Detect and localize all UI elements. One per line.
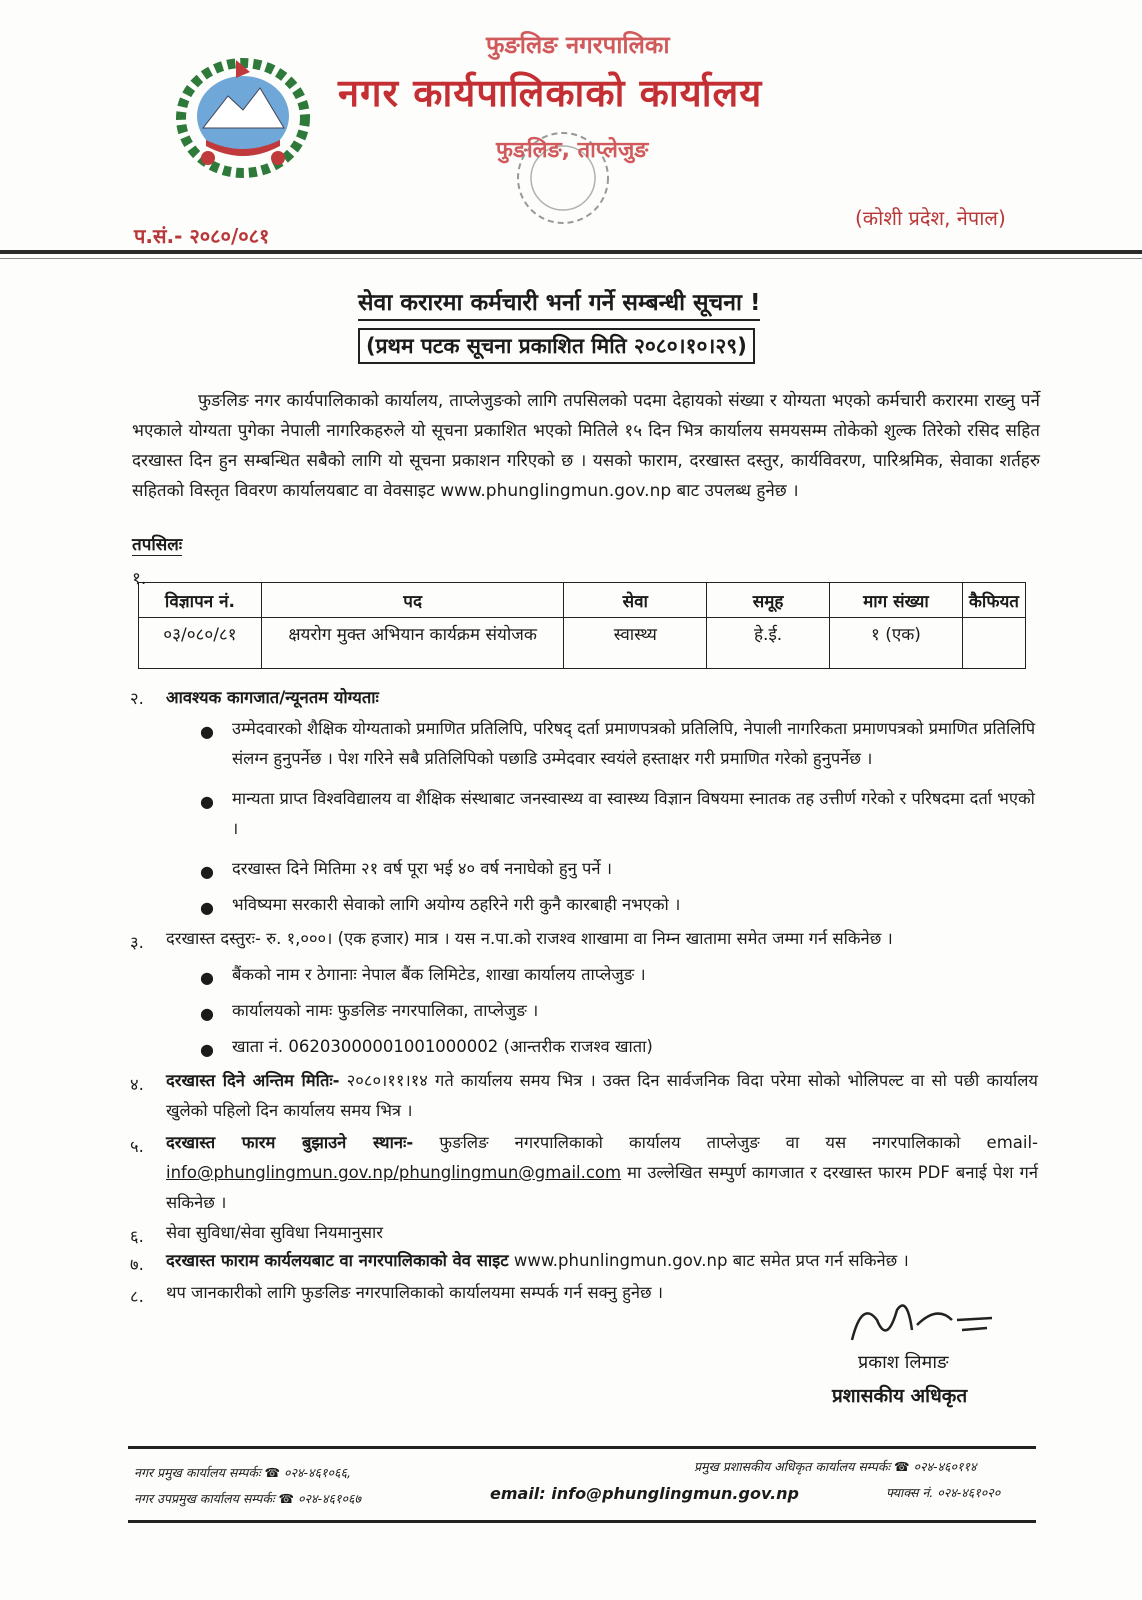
table-cell: क्षयरोग मुक्त अभियान कार्यक्रम संयोजक (261, 618, 563, 669)
section-8-text: थप जानकारीको लागि फुङलिङ नगरपालिकाको कार्यालयमा सम्पर्क गर्न सक्नु हुनेछ । (166, 1283, 664, 1302)
table-cell (962, 618, 1025, 669)
section-4-number: ४. (130, 1075, 144, 1094)
section-5-label: दरखास्त फारम बुझाउने स्थानः- (166, 1133, 414, 1152)
bullet-icon: ● (200, 1004, 214, 1023)
section-3-number: ३. (130, 933, 144, 952)
col-header: समूह (707, 583, 830, 618)
footer-divider-bottom (128, 1520, 1036, 1523)
col-header: विज्ञापन नं. (139, 583, 262, 618)
section-7-text (166, 1246, 1038, 1276)
bank-item: खाता नं. 06203000001001000002 (आन्तरीक राजश्व खाता) (232, 1037, 653, 1056)
notice-subtitle: (प्रथम पटक सूचना प्रकाशित मिति २०८०।१०।२९) (358, 328, 755, 364)
signatory-designation: प्रशासकीय अधिकृत (832, 1385, 968, 1407)
table-header-row (139, 583, 1026, 618)
header-divider (0, 250, 1142, 254)
municipality-name: फुङलिङ नगरपालिका (486, 31, 670, 59)
bullet-icon: ● (200, 968, 214, 987)
bullet-icon: ● (200, 722, 214, 741)
section-6-number: ६. (130, 1227, 144, 1246)
office-location: फुङलिङ, ताप्लेजुङ (496, 138, 649, 163)
section-3-text: दरखास्त दस्तुरः- रु. १,०००। (एक हजार) मात्र । यस न.पा.को राजश्व शाखामा वा निम्न खातामा समेत जम्मा गर्न सकिनेछ । (166, 929, 893, 948)
section-4-label: दरखास्त दिने अन्तिम मितिः- (166, 1071, 340, 1090)
footer-deputy-contact: नगर उपप्रमुख कार्यालय सम्पर्कः ☎ ०२४-४६१०६७ (134, 1491, 362, 1506)
section-7-label: दरखास्त फाराम कार्यलयबाट वा नगरपालिकाको वेव साइट (166, 1251, 509, 1270)
col-header: पद (261, 583, 563, 618)
bullet-icon: ● (200, 1040, 214, 1059)
notice-title: सेवा करारमा कर्मचारी भर्ना गर्ने सम्बन्धी सूचना ! (358, 285, 760, 321)
bullet-icon: ● (200, 792, 214, 811)
office-name: नगर कार्यपालिकाको कार्यालय (338, 71, 763, 115)
col-header: सेवा (564, 583, 707, 618)
footer-email[interactable]: email: info@phunglingmun.gov.np (490, 1484, 799, 1503)
table-cell: स्वास्थ्य (564, 618, 707, 669)
footer-cao-contact: प्रमुख प्रशासकीय अधिकृत कार्यालय सम्पर्कः ☎ ०२४-४६०११४ (694, 1459, 977, 1474)
section-7-body: www.phunlingmun.gov.np बाट समेत प्रप्त गर्न सकिनेछ । (508, 1251, 909, 1270)
section-5-text (166, 1128, 1038, 1218)
bank-item: कार्यालयको नामः फुङलिङ नगरपालिका, ताप्लेजुङ । (232, 1001, 539, 1020)
section-2-number: २. (130, 689, 144, 708)
intro-paragraph: फुङलिङ नगर कार्यपालिकाको कार्यालय, ताप्लेजुङको लागि तपसिलको पदमा देहायको संख्या र योग्यता भएको कर्मचारी करारमा राख्नु पर्ने भएकाले योग्यता पुगेका नेपाली नागरिकहरुले यो सूचना प्रकाशित भएको मितिले १५ दिन भित्र कार्यालय समयसम्म तोकेको शुल्क तिरेको रसिद सहित दरखास्त दिन हुन सम्बन्धित सबैको लागि यो सूचना प्रकाशन गरिएको छ । यसको फाराम, दरखास्त दस्तुर, कार्यविवरण, पारिश्रमिक, सेवाका शर्तहरु सहितको विस्तृत विवरण कार्यालयबाट वा वेवसाइट www.phunglingmun.gov.np बाट उपलब्ध हुनेछ । (132, 391, 1040, 501)
footer-divider-top (128, 1446, 1036, 1449)
col-header: माग संख्या (830, 583, 963, 618)
section-5-body-a: फुङलिङ नगरपालिकाको कार्यालय ताप्लेजुङ वा यस नगरपालिकाको email- (413, 1133, 1038, 1152)
section-4-body: २०८०।११।१४ गते कार्यालय समय भित्र । उक्त दिन सार्वजनिक विदा परेमा सोको भोलिपल्ट वा सो पछी कार्यालय खुलेको पहिलो दिन कार्यालय समय भित्र । (166, 1071, 1039, 1120)
tapasil-heading: तपसिलः (132, 532, 182, 556)
requirement-item: भविष्यमा सरकारी सेवाको लागि अयोग्य ठहरिने गरी कुनै कारबाही नभएको । (232, 895, 681, 914)
bullet-icon: ● (200, 862, 214, 881)
section-7-number: ७. (130, 1255, 144, 1274)
email-link[interactable]: info@phunglingmun.gov.np/phunglingmun@gmail.com (166, 1163, 622, 1182)
requirement-item: उम्मेदवारको शैक्षिक योग्यताको प्रमाणित प्रतिलिपि, परिषद् दर्ता प्रमाणपत्रको प्रतिलिपि, नेपाली नागरिकता प्रमाणपत्रको प्रमाणित प्रतिलिपि संलग्न हुनुपर्नेछ । पेश गरिने सबै प्रतिलिपिको पछाडि उम्मेदवार स्वयंले हस्ताक्षर गरी प्रमाणित गरेको हुनुपर्नेछ । (232, 719, 1036, 768)
section-5-body-b: मा उल्लेखित सम्पुर्ण कागजात र दरखास्त फारम PDF बनाई पेश गर्न सकिनेछ । (166, 1163, 1038, 1212)
signatory-name: प्रकाश लिमाङ (858, 1352, 949, 1373)
section-6-text: सेवा सुविधा/सेवा सुविधा नियमानुसार (166, 1223, 384, 1242)
province-label: (कोशी प्रदेश, नेपाल) (855, 206, 1006, 230)
section-4-text (166, 1066, 1038, 1126)
requirement-item: दरखास्त दिने मितिमा २१ वर्ष पूरा भई ४० वर्ष ननाघेको हुनु पर्ने । (232, 859, 613, 878)
footer-fax: फ्याक्स नं. ०२४-४६१०२० (886, 1485, 1001, 1500)
nepal-emblem-icon (168, 48, 318, 178)
section-8-number: ८. (130, 1287, 144, 1306)
table-row (139, 618, 1026, 669)
table-cell: हे.ई. (707, 618, 830, 669)
section-5-number: ५. (130, 1137, 144, 1156)
bank-item: बैंकको नाम र ठेगानाः नेपाल बैंक लिमिटेड, शाखा कार्यालय ताप्लेजुङ । (232, 965, 646, 984)
table-cell: ०३/०८०/८१ (139, 618, 262, 669)
requirement-item: मान्यता प्राप्त विश्वविद्यालय वा शैक्षिक संस्थाबाट जनस्वास्थ्य वा स्वास्थ्य विज्ञान विषयमा स्नातक तह उत्तीर्ण गरेको र परिषदमा दर्ता भएको । (232, 789, 1035, 838)
vacancy-table (138, 582, 1026, 669)
bullet-icon: ● (200, 898, 214, 917)
col-header: कैफियत (962, 583, 1025, 618)
header-divider-thin (0, 258, 1142, 259)
item-number-1: १. (132, 569, 147, 589)
section-2-title: आवश्यक कागजात/न्यूनतम योग्यताः (166, 688, 379, 707)
footer-mayor-contact: नगर प्रमुख कार्यालय सम्पर्कः ☎ ०२४-४६१०६६, (134, 1465, 352, 1480)
table-cell: १ (एक) (830, 618, 963, 669)
reference-number: प.सं.- २०८०/०८१ (134, 224, 270, 248)
